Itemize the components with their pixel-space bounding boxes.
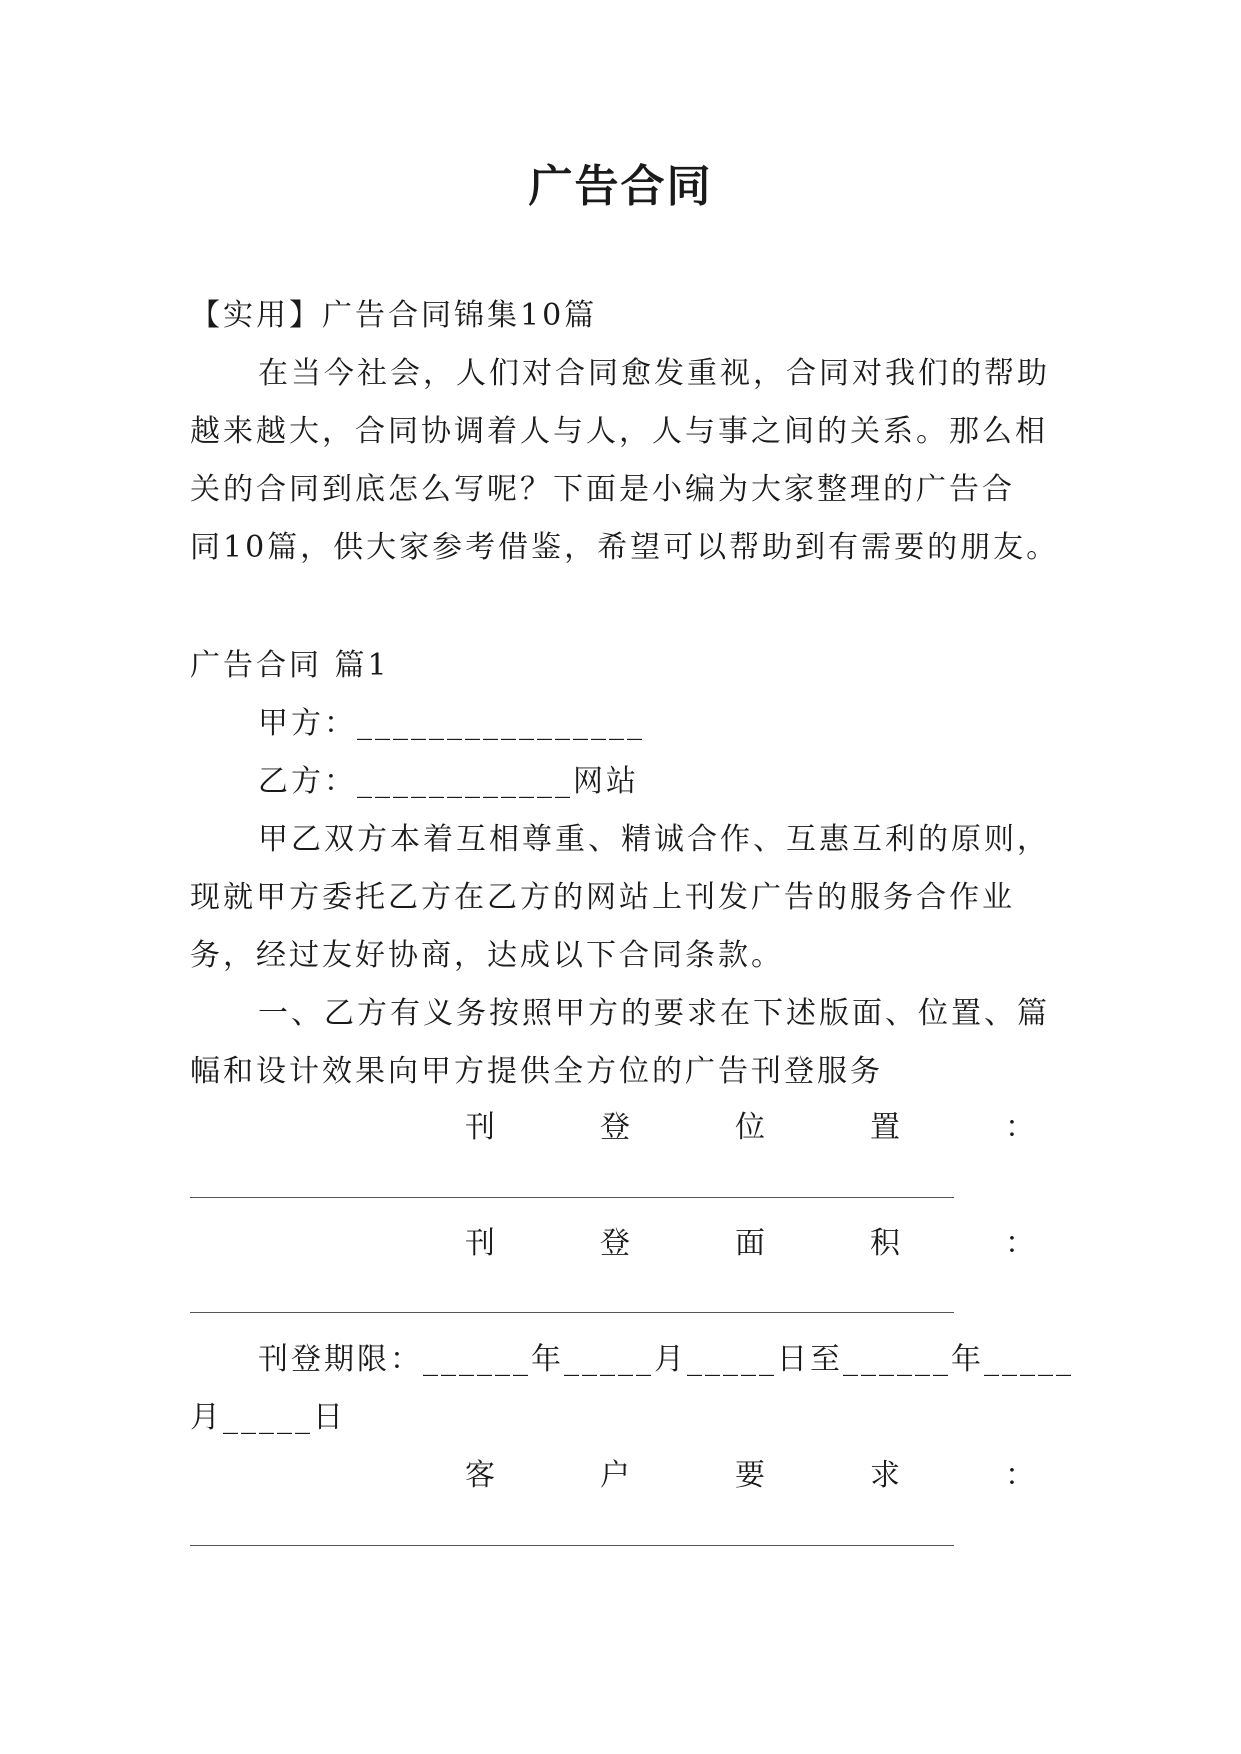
clause-line: 幅和设计效果向甲方提供全方位的广告刊登服务 bbox=[190, 1054, 883, 1089]
section-heading: 广告合同 篇1 bbox=[190, 648, 390, 683]
field-char: 积 bbox=[870, 1226, 900, 1261]
clause-line: 一、乙方有义务按照甲方的要求在下述版面、位置、篇 bbox=[258, 996, 1050, 1031]
field-char: 求 bbox=[870, 1458, 900, 1493]
field-char: 登 bbox=[600, 1226, 630, 1261]
intro-line: 关的合同到底怎么写呢？下面是小编为大家整理的广告合 bbox=[190, 472, 1015, 507]
field-char: 登 bbox=[600, 1110, 630, 1145]
field-position-blank bbox=[190, 1197, 954, 1198]
period-line: 刊登期限：______年_____月_____日至______年_____ bbox=[258, 1342, 1074, 1377]
field-char: 位 bbox=[735, 1110, 765, 1145]
field-char: ： bbox=[1005, 1226, 1035, 1261]
field-request-blank bbox=[190, 1545, 954, 1546]
field-char: ： bbox=[1005, 1458, 1035, 1493]
paragraph-line: 现就甲方委托乙方在乙方的网站上刊发广告的服务合作业 bbox=[190, 880, 1015, 915]
field-char: 置 bbox=[870, 1110, 900, 1145]
document-title: 广告合同 bbox=[528, 161, 713, 212]
intro-line: 越来越大，合同协调着人与人，人与事之间的关系。那么相 bbox=[190, 414, 1048, 449]
field-char: 客 bbox=[465, 1458, 495, 1493]
party-a-line: 甲方：________________ bbox=[258, 706, 645, 741]
document-subtitle: 【实用】广告合同锦集10篇 bbox=[190, 298, 598, 333]
field-area-blank bbox=[190, 1312, 954, 1313]
paragraph-line: 甲乙双方本着互相尊重、精诚合作、互惠互利的原则， bbox=[258, 822, 1050, 857]
paragraph-line: 务，经过友好协商，达成以下合同条款。 bbox=[190, 938, 784, 973]
field-char: 刊 bbox=[465, 1110, 495, 1145]
field-char: 刊 bbox=[465, 1226, 495, 1261]
period-line: 月_____日 bbox=[190, 1400, 346, 1435]
party-b-line: 乙方：____________网站 bbox=[258, 764, 639, 799]
field-char: 面 bbox=[735, 1226, 765, 1261]
field-char: ： bbox=[1005, 1110, 1035, 1145]
field-char: 要 bbox=[735, 1458, 765, 1493]
intro-line: 同10篇，供大家参考借鉴，希望可以帮助到有需要的朋友。 bbox=[190, 530, 1060, 565]
intro-line: 在当今社会，人们对合同愈发重视，合同对我们的帮助 bbox=[258, 356, 1050, 391]
field-char: 户 bbox=[600, 1458, 630, 1493]
